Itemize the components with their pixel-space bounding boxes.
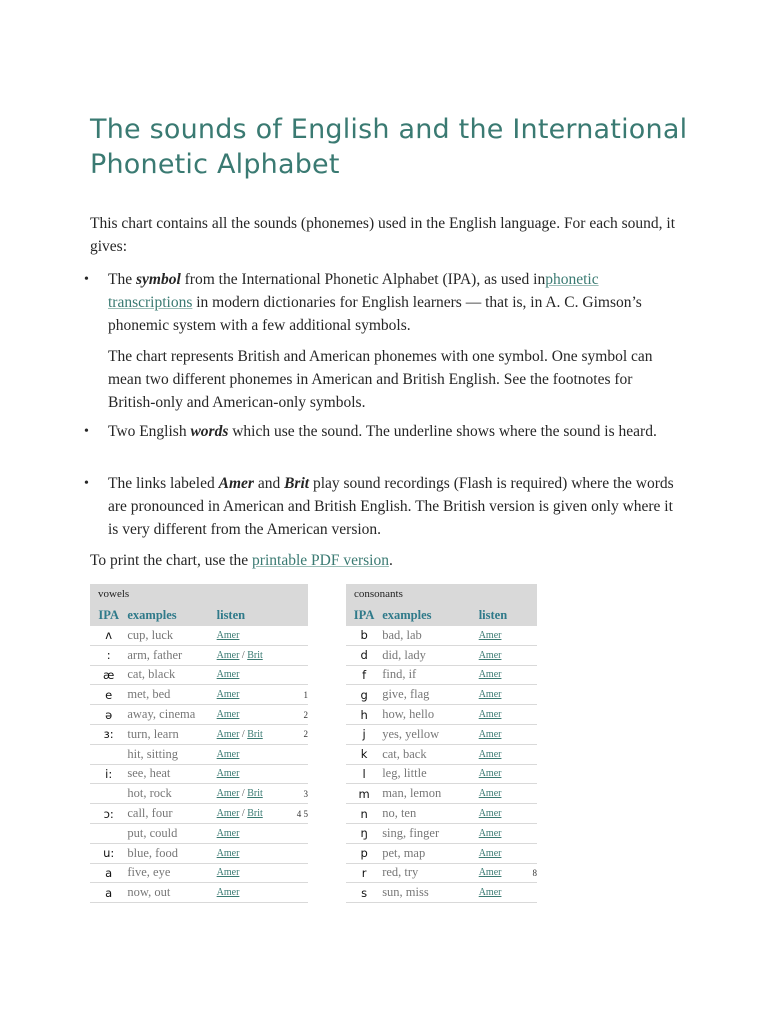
amer-audio-link[interactable]: Amer [216, 748, 240, 760]
link-separator: / [239, 788, 248, 800]
table-row [90, 883, 308, 903]
link-separator: / [239, 808, 248, 820]
footnote-ref [287, 764, 308, 784]
footnote-ref [287, 843, 308, 863]
table-row [90, 784, 308, 804]
table-row [346, 843, 537, 863]
listen-links [217, 645, 288, 665]
listen-links [479, 626, 517, 646]
bullet2-text-end: which use the sound. The underline shows where the sound is heard. [228, 423, 657, 440]
brit-audio-link[interactable]: Brit [247, 808, 263, 820]
table-row [346, 784, 537, 804]
amer-audio-link[interactable]: Amer [216, 808, 240, 820]
listen-links [479, 724, 517, 744]
vowels-table [90, 584, 308, 903]
footnote-ref [287, 645, 308, 665]
vowels-header-ipa: IPA [90, 605, 127, 626]
listen-links [217, 626, 288, 646]
link-separator: / [239, 649, 248, 661]
listen-links [217, 705, 288, 725]
table-row [90, 626, 308, 646]
bullet-icon: • [84, 272, 89, 287]
phonetic-transcriptions-link[interactable]: phonetic transcriptions [108, 271, 599, 311]
example-words: pet, map [382, 843, 479, 863]
bullet1-text-mid: from the International Phonetic Alphabet (IPA), as used in [180, 271, 546, 288]
ipa-symbol [90, 823, 127, 843]
ipa-symbol: k [346, 744, 382, 764]
table-row [346, 764, 537, 784]
listen-links [217, 883, 288, 903]
table-row [346, 863, 537, 883]
bullet-icon: • [84, 476, 89, 491]
listen-links [479, 843, 517, 863]
table-row [346, 724, 537, 744]
bullet1-extra-paragraph: The chart represents British and American phonemes with one symbol. One symbol can mean two different phonemes in American and British English. See the footnotes for British-only and American-only symbols. [108, 348, 653, 411]
amer-audio-link[interactable]: Amer [216, 768, 240, 780]
amer-audio-link[interactable]: Amer [478, 768, 502, 780]
listen-links [217, 764, 288, 784]
example-words: call, four [127, 804, 216, 824]
ipa-symbol: n [346, 804, 382, 824]
intro-paragraph: This chart contains all the sounds (phonemes) used in the English language. For each sound, it gives: [90, 215, 676, 255]
listen-links [479, 863, 517, 883]
listen-links [217, 685, 288, 705]
footnote-ref [287, 863, 308, 883]
footnote-ref: 8 [517, 863, 537, 883]
print-text-start: To print the chart, use the [90, 552, 253, 569]
table-row [346, 665, 537, 685]
footnote-ref [287, 665, 308, 685]
example-words: turn, learn [127, 724, 216, 744]
amer-audio-link[interactable]: Amer [478, 629, 502, 641]
amer-audio-link[interactable]: Amer [478, 649, 502, 661]
table-row [90, 645, 308, 665]
listen-links [479, 804, 517, 824]
footnote-ref [517, 724, 537, 744]
example-words: away, cinema [127, 705, 216, 725]
table-row [90, 823, 308, 843]
table-row [90, 665, 308, 685]
table-row [346, 626, 537, 646]
brit-audio-link[interactable]: Brit [247, 649, 263, 661]
consonants-header-listen: listen [479, 605, 517, 626]
example-words: see, heat [127, 764, 216, 784]
listen-links [479, 645, 517, 665]
table-row [90, 843, 308, 863]
ipa-symbol: m [346, 784, 382, 804]
amer-audio-link[interactable]: Amer [478, 827, 502, 839]
ipa-symbol: e [90, 685, 127, 705]
ipa-symbol: ə [90, 705, 127, 725]
amer-audio-link[interactable]: Amer [478, 748, 502, 760]
footnote-ref: 3 [287, 784, 308, 804]
amer-audio-link[interactable]: Amer [478, 788, 502, 800]
consonants-header-ipa: IPA [346, 605, 382, 626]
footnote-ref [287, 883, 308, 903]
footnote-ref [517, 626, 537, 646]
bullet-icon: • [84, 424, 89, 439]
brit-audio-link[interactable]: Brit [247, 728, 263, 740]
footnote-ref: 4 5 [287, 804, 308, 824]
amer-audio-link[interactable]: Amer [216, 709, 240, 721]
listen-links [479, 705, 517, 725]
example-words: did, lady [382, 645, 479, 665]
example-words: five, eye [127, 863, 216, 883]
listen-links [217, 784, 288, 804]
ipa-symbol [90, 784, 127, 804]
amer-audio-link[interactable]: Amer [478, 728, 502, 740]
listen-links [217, 863, 288, 883]
ipa-symbol: d [346, 645, 382, 665]
amer-audio-link[interactable]: Amer [216, 649, 240, 661]
print-text-end: . [388, 552, 393, 569]
footnote-ref [517, 843, 537, 863]
example-words: give, flag [382, 685, 479, 705]
ipa-symbol: g [346, 685, 382, 705]
amer-audio-link[interactable]: Amer [478, 867, 502, 879]
consonants-caption: consonants [346, 584, 537, 605]
listen-links [217, 724, 288, 744]
amer-audio-link[interactable]: Amer [478, 847, 502, 859]
example-words: find, if [382, 665, 479, 685]
amer-audio-link[interactable]: Amer [216, 827, 240, 839]
example-words: leg, little [382, 764, 479, 784]
ipa-symbol: a [90, 883, 127, 903]
table-row [90, 744, 308, 764]
amer-audio-link[interactable]: Amer [478, 669, 502, 681]
table-row [346, 744, 537, 764]
listen-links [479, 883, 517, 903]
footnote-ref [517, 823, 537, 843]
example-words: met, bed [127, 685, 216, 705]
table-row [346, 685, 537, 705]
listen-links [479, 764, 517, 784]
example-words: man, lemon [382, 784, 479, 804]
footnote-ref [287, 823, 308, 843]
example-words: put, could [127, 823, 216, 843]
example-words: cat, back [382, 744, 479, 764]
example-words: cup, luck [127, 626, 216, 646]
example-words: cat, black [127, 665, 216, 685]
ipa-symbol: r [346, 863, 382, 883]
ipa-symbol: ŋ [346, 823, 382, 843]
amer-audio-link[interactable]: Amer [478, 887, 502, 899]
footnote-ref [517, 685, 537, 705]
example-words: hot, rock [127, 784, 216, 804]
bullet2-text-start: Two English [108, 423, 191, 440]
amer-audio-link[interactable]: Amer [216, 689, 240, 701]
amer-audio-link[interactable]: Amer [216, 847, 240, 859]
link-separator: / [239, 728, 248, 740]
amer-audio-link[interactable]: Amer [216, 669, 240, 681]
bullet3-and: and [253, 475, 285, 492]
footnote-ref [517, 645, 537, 665]
footnote-ref: 2 [287, 705, 308, 725]
example-words: arm, father [127, 645, 216, 665]
ipa-symbol: æ [90, 665, 127, 685]
listen-links [217, 665, 288, 685]
table-row [90, 863, 308, 883]
printable-pdf-link[interactable]: printable PDF version [252, 552, 389, 569]
table-row [346, 883, 537, 903]
example-words: how, hello [382, 705, 479, 725]
amer-audio-link[interactable]: Amer [478, 709, 502, 721]
listen-links [479, 744, 517, 764]
footnote-ref [517, 705, 537, 725]
footnote-ref [517, 883, 537, 903]
ipa-symbol: l [346, 764, 382, 784]
bullet2-keyword: words [190, 423, 229, 440]
amer-audio-link[interactable]: Amer [216, 867, 240, 879]
footnote-ref [517, 764, 537, 784]
listen-links [479, 823, 517, 843]
footnote-ref [517, 744, 537, 764]
footnote-ref: 2 [287, 724, 308, 744]
bullet3-text-end: play sound recordings (Flash is required) where the words are pronounced in American and British English. The British version is given only where it is very different from the American version. [108, 475, 674, 538]
vowels-caption: vowels [90, 584, 308, 605]
bullet1-keyword: symbol [135, 271, 181, 288]
listen-links [217, 744, 288, 764]
ipa-symbol: p [346, 843, 382, 863]
ipa-symbol: h [346, 705, 382, 725]
footnote-ref [517, 804, 537, 824]
ipa-symbol: i: [90, 764, 127, 784]
footnote-ref [287, 744, 308, 764]
ipa-symbol: s [346, 883, 382, 903]
table-row [90, 804, 308, 824]
table-row [90, 724, 308, 744]
listen-links [479, 665, 517, 685]
example-words: sing, finger [382, 823, 479, 843]
table-row [346, 645, 537, 665]
footnote-ref [517, 784, 537, 804]
amer-audio-link[interactable]: Amer [216, 788, 240, 800]
bullet1-text-start: The [108, 271, 136, 288]
bullet3-text-start: The links labeled [108, 475, 219, 492]
example-words: sun, miss [382, 883, 479, 903]
example-words: hit, sitting [127, 744, 216, 764]
listen-links [217, 804, 288, 824]
ipa-symbol: b [346, 626, 382, 646]
ipa-symbol: u: [90, 843, 127, 863]
ipa-symbol: : [90, 645, 127, 665]
footnote-ref: 1 [287, 685, 308, 705]
ipa-symbol: a [90, 863, 127, 883]
brit-audio-link[interactable]: Brit [247, 788, 263, 800]
table-row [346, 804, 537, 824]
ipa-symbol [90, 744, 127, 764]
listen-links [217, 823, 288, 843]
listen-links [479, 685, 517, 705]
print-paragraph [90, 550, 680, 573]
table-row [90, 705, 308, 725]
table-row [346, 705, 537, 725]
example-words: yes, yellow [382, 724, 479, 744]
vowels-header-listen: listen [217, 605, 288, 626]
consonants-table [346, 584, 537, 903]
ipa-symbol: f [346, 665, 382, 685]
listen-links [479, 784, 517, 804]
bullet3-keyword-brit: Brit [284, 475, 310, 492]
bullet1-text-end: in modern dictionaries for English learners — that is, in A. C. Gimson’s phonemic system with a few additional symbols. [108, 294, 642, 334]
amer-audio-link[interactable]: Amer [216, 728, 240, 740]
page-title: The sounds of English and the International Phonetic Alphabet [90, 114, 688, 180]
example-words: bad, lab [382, 626, 479, 646]
consonants-header-examples: examples [382, 605, 479, 626]
footnote-ref [287, 626, 308, 646]
footnote-ref [517, 665, 537, 685]
bullet3-keyword-amer: Amer [218, 475, 254, 492]
ipa-symbol: ʌ [90, 626, 127, 646]
amer-audio-link[interactable]: Amer [478, 689, 502, 701]
amer-audio-link[interactable]: Amer [478, 808, 502, 820]
vowels-header-examples: examples [127, 605, 216, 626]
ipa-symbol: ɔ: [90, 804, 127, 824]
ipa-symbol: ɜ: [90, 724, 127, 744]
table-row [90, 685, 308, 705]
ipa-symbol: j [346, 724, 382, 744]
amer-audio-link[interactable]: Amer [216, 629, 240, 641]
amer-audio-link[interactable]: Amer [216, 887, 240, 899]
listen-links [217, 843, 288, 863]
example-words: red, try [382, 863, 479, 883]
table-row [90, 764, 308, 784]
example-words: no, ten [382, 804, 479, 824]
example-words: now, out [127, 883, 216, 903]
table-row [346, 823, 537, 843]
example-words: blue, food [127, 843, 216, 863]
